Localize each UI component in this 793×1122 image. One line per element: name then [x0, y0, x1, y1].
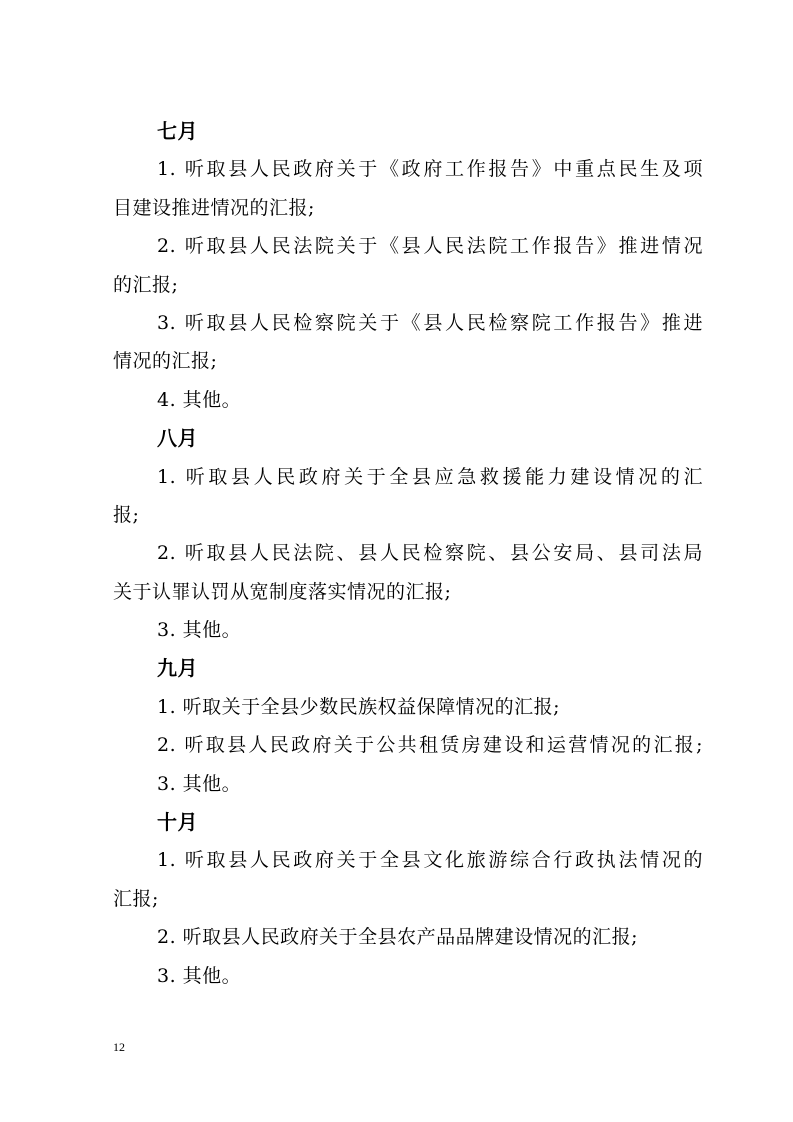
list-item-continuation: 关于认罪认罚从宽制度落实情况的汇报;	[113, 580, 452, 603]
list-item: 1. 听取县人民政府关于全县文化旅游综合行政执法情况的	[157, 849, 703, 872]
list-item: 2. 听取县人民法院、县人民检察院、县公安局、县司法局	[157, 542, 703, 565]
page-number: 12	[113, 1040, 125, 1054]
list-item: 4. 其他。	[157, 388, 242, 411]
month-heading-august: 八月	[157, 426, 198, 451]
list-item: 3. 听取县人民检察院关于《县人民检察院工作报告》推进	[157, 311, 703, 334]
document-body	[113, 112, 703, 995]
month-heading-september: 九月	[157, 656, 198, 681]
list-item: 1. 听取县人民政府关于《政府工作报告》中重点民生及项	[157, 158, 703, 181]
list-item-continuation: 目建设推进情况的汇报;	[113, 196, 315, 219]
list-item: 2. 听取县人民政府关于公共租赁房建设和运营情况的汇报;	[157, 734, 703, 757]
list-item: 3. 其他。	[157, 619, 242, 642]
list-item-continuation: 报;	[113, 503, 140, 526]
list-item: 2. 听取县人民政府关于全县农产品品牌建设情况的汇报;	[157, 926, 639, 949]
month-heading-july: 七月	[157, 119, 198, 143]
list-item-continuation: 汇报;	[113, 887, 159, 910]
list-item: 2. 听取县人民法院关于《县人民法院工作报告》推进情况	[157, 235, 703, 258]
month-heading-october: 十月	[157, 810, 198, 835]
list-item: 3. 其他。	[157, 964, 242, 987]
list-item-continuation: 情况的汇报;	[113, 350, 218, 373]
list-item-continuation: 的汇报;	[113, 273, 179, 296]
list-item: 1. 听取县人民政府关于全县应急救援能力建设情况的汇	[157, 465, 703, 488]
list-item: 1. 听取关于全县少数民族权益保障情况的汇报;	[157, 695, 561, 718]
list-item: 3. 其他。	[157, 772, 242, 795]
